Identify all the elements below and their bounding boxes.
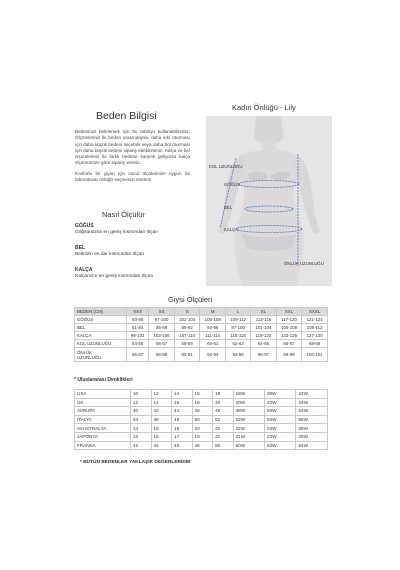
table-cell: 20W [265,390,296,399]
table-cell: 20 [213,398,234,407]
table-row [75,441,328,450]
table-cell: 18 [172,424,193,433]
table-cell: 66-67 [276,340,302,348]
table-cell: 24W [296,398,328,407]
table-cell: 48 [172,415,193,424]
measure-desc: Göğsünüzün en geniş kısmından ölçün [75,229,158,235]
table-cell: 46 [192,407,213,416]
table-row [75,324,328,332]
intro-text [75,129,190,187]
table-cell: 21W [233,432,264,441]
table-cell: 117-120 [276,316,302,324]
table-cell: 98-99 [276,348,302,362]
row-label: JAPONYA [75,432,131,441]
figure-label-waist: BEL [224,205,233,210]
table-row [75,332,328,340]
table-header-cell: BEDEN (CM) [75,308,127,316]
table-cell: 50 [213,441,234,450]
table-cell: 50 [192,415,213,424]
table-cell: 18 [213,390,234,399]
row-label: FRANSA [75,441,131,450]
row-label: BEL [75,324,127,332]
table-cell: 46 [151,415,172,424]
product-title: Kadın Önlüğü - Lily [232,103,296,112]
table-cell: 22W [233,424,264,433]
table-cell: 115-118 [226,332,251,340]
table-cell: 44 [172,407,193,416]
table-cell: 68-69 [302,340,328,348]
table-header-cell: XS [149,308,175,316]
table-cell: 20 [192,424,213,433]
table-cell: 14 [151,398,172,407]
table-header-cell: XXL [276,308,302,316]
table-cell: 86-87 [127,348,149,362]
measure-desc: Belinizin en dar kısmından ölçün [75,251,145,257]
table-cell: 99-102 [127,332,149,340]
row-label: USA [75,390,131,399]
table-header-cell: M [200,308,226,316]
table-cell: 12 [131,398,152,407]
table-cell: 109-112 [302,324,328,332]
table-cell: 23W [265,432,296,441]
table-cell: 52 [213,415,234,424]
table-cell: 25W [296,432,328,441]
table-row [75,398,328,407]
measure-title: BEL [75,245,85,251]
row-label: AVUSTRALYA [75,424,131,433]
row-label: AVRUPA [75,407,131,416]
table-cell: 50W [233,441,264,450]
table-cell: 93-96 [200,324,226,332]
table-cell: 111-114 [200,332,226,340]
table-cell: 54-55 [127,340,149,348]
size-table-title: Giysi Ölçüleri [168,295,213,304]
table-cell: 89-92 [174,324,200,332]
table-cell: 14 [172,390,193,399]
row-label-line: UZUNLUĞU [77,354,102,360]
size-info-title: Beden Bilgisi [96,110,157,122]
intl-table-title: * Uluslararası Denklikleri [74,377,133,383]
table-cell: 26W [296,424,328,433]
footnote: * BÜTÜN BEDENLER YAKLAŞIK DEĞERLERİDİR [80,460,191,465]
measure-title: GÖĞÜS [75,223,94,229]
table-cell: 58-59 [174,340,200,348]
table-cell: 44 [151,441,172,450]
table-cell: 103-106 [149,332,175,340]
figure-label-apron-length: ÖNLÜK UZUNLUĞU [284,261,324,266]
table-cell: 48 [213,407,234,416]
table-cell: 22W [265,398,296,407]
table-cell: 113-116 [251,316,277,324]
how-to-measure-title: Nasıl Ölçülür [102,210,145,219]
figure-label-chest: GÖĞÜS [224,182,240,187]
table-cell: 46 [172,441,193,450]
table-header-cell: L [226,308,251,316]
table-cell: 50W [265,407,296,416]
table-cell: 52W [296,407,328,416]
table-cell: 105-108 [276,324,302,332]
row-label: GÖĞÜS [75,316,127,324]
table-cell: 16 [192,390,213,399]
table-cell: 81-84 [127,324,149,332]
table-cell: 13 [131,432,152,441]
table-cell: 14 [131,424,152,433]
table-cell: 93-96 [127,316,149,324]
table-row [75,348,328,362]
table-row [75,415,328,424]
table-cell: 17 [172,432,193,441]
table-cell: 105-108 [200,316,226,324]
table-cell: 121-124 [302,316,328,324]
table-cell: 56W [296,415,328,424]
row-label: KALÇA [75,332,127,340]
table-cell: 101-104 [174,316,200,324]
table-cell: 127-130 [302,332,328,340]
table-cell: 85-88 [149,324,175,332]
table-row [75,340,328,348]
table-cell: 92-93 [200,348,226,362]
table-cell: 42 [131,441,152,450]
table-cell: 20W [233,398,264,407]
table-cell: 97-100 [226,324,251,332]
table-cell: 62-63 [226,340,251,348]
table-cell: 123-126 [276,332,302,340]
table-row [75,432,328,441]
table-cell: 48 [192,441,213,450]
table-cell: 101-104 [251,324,277,332]
table-header-cell: XL [251,308,277,316]
table-cell: 94-95 [226,348,251,362]
measure-desc: Kalçanızın en geniş kısmından ölçün [75,273,154,279]
table-cell: 15 [151,432,172,441]
table-header-cell: XXS [127,308,149,316]
intl-table [74,389,328,450]
table-cell: 22 [213,424,234,433]
measure-waist [75,245,205,258]
table-cell: 16 [151,424,172,433]
body-figure [206,116,332,286]
table-cell: 18 [192,398,213,407]
table-cell: 48W [233,407,264,416]
table-row [75,424,328,433]
row-label: İTALYA [75,415,131,424]
table-cell: 96-97 [251,348,277,362]
table-cell: 60-61 [200,340,226,348]
row-label: KOL UZUNLUĞU [75,340,127,348]
table-cell: 64-65 [251,340,277,348]
measure-title: KALÇA [75,267,93,273]
table-cell: 19 [192,432,213,441]
table-cell: 12 [151,390,172,399]
table-cell: 54W [265,415,296,424]
table-cell: 52W [265,441,296,450]
intro-paragraph: Konforlu bir giyim için vücut ölçülerinize uygun bir laboratuvar önlüğü seçmenizi öneririz. [75,170,190,183]
row-label [75,348,127,362]
measure-hip [75,267,205,280]
row-label-line: ÖNLÜK [77,349,93,355]
table-cell: 44 [131,415,152,424]
figure-label-sleeve: KOL UZUNLUĞU [209,164,243,169]
figure-label-hip: KALÇA [224,227,239,232]
table-cell: 119-122 [251,332,277,340]
table-cell: 52W [233,415,264,424]
measure-chest [75,223,205,236]
table-cell: 56-57 [149,340,175,348]
table-cell: 16 [172,398,193,407]
table-cell: 22W [296,390,328,399]
table-header-cell: XXXL [302,308,328,316]
row-label: UK [75,398,131,407]
table-cell: 90-91 [174,348,200,362]
size-table [74,307,328,362]
table-cell: 42 [151,407,172,416]
table-cell: 100-101 [302,348,328,362]
table-cell: 54W [296,441,328,450]
table-row [75,316,328,324]
table-header-row [75,308,328,316]
intro-paragraph: Bedeninizi belirlemek için bu tabloyu kullanabilirsiniz. Ölçümleriniz iki beden arasındaysa, daha sıkı oturması için daha küçük bedeni seçebilir veya daha bol oturması için daha büyük bedeni sipariş edebilirsiniz. Kalça ve bel ölçümleriniz iki farklı bedene karşılık geliyorsa kalça ölçümünüze göre sipariş veriniz. [75,129,190,166]
table-cell: 18W [233,390,264,399]
table-header-cell: S [174,308,200,316]
table-cell: 40 [131,407,152,416]
table-cell: 107-110 [174,332,200,340]
table-row [75,390,328,399]
table-cell: 109-112 [226,316,251,324]
table-cell: 97-100 [149,316,175,324]
table-row [75,407,328,416]
table-cell: 24W [265,424,296,433]
table-cell: 21 [213,432,234,441]
table-cell: 10 [131,390,152,399]
table-cell: 88-89 [149,348,175,362]
